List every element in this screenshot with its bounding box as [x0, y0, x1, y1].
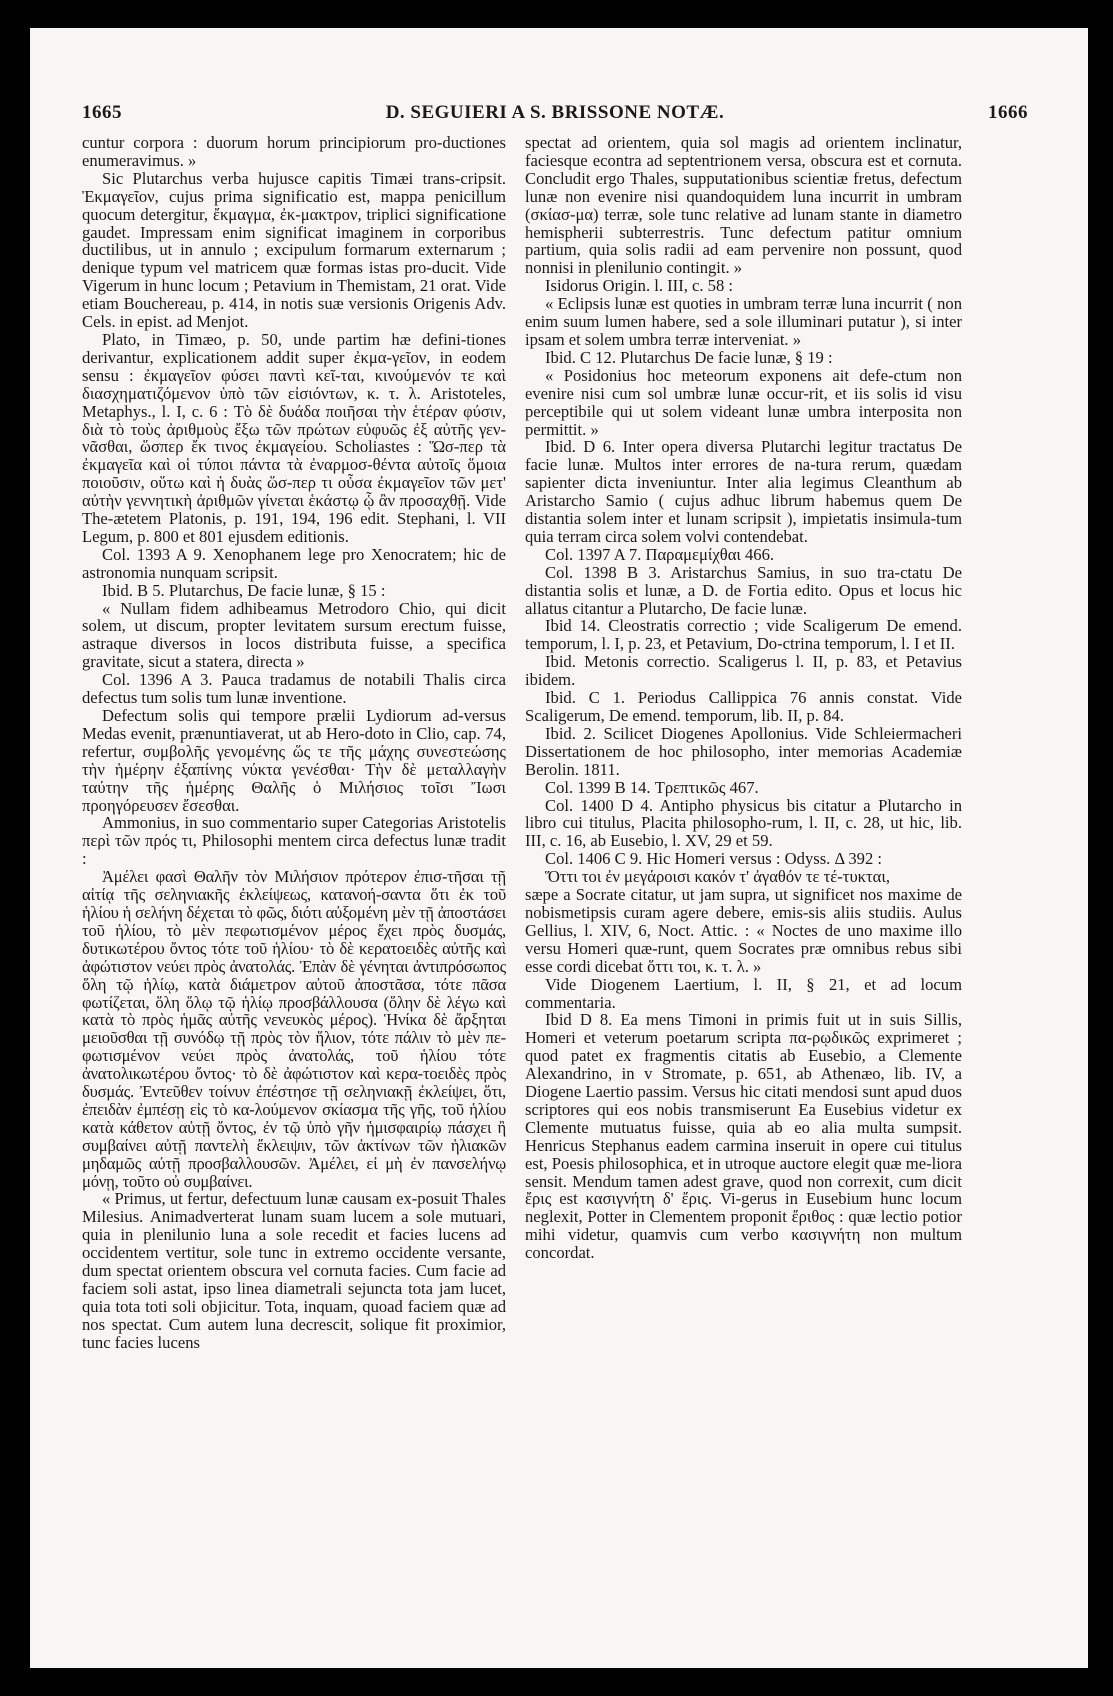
- paragraph: « Nullam fidem adhibeamus Metrodoro Chio, qui dicit solem, ut discum, propter levitatem sursum erectum fuisse, astraque diversos in locos distributa fuisse, a specifica gravitate, sicut a statera, directa »: [82, 598, 506, 672]
- running-title: D. SEGUIERI A S. BRISSONE NOTÆ.: [385, 102, 725, 123]
- running-header: [82, 102, 1028, 130]
- paragraph: Ibid 14. Cleostratis correctio ; vide Scaligerum De emend. temporum, l. I, p. 23, et Petavium, Do-ctrina temporum, l. I et II.: [525, 616, 962, 654]
- paragraph: Col. 1398 B 3. Aristarchus Samius, in suo tra-ctatu De distantia solis et lunæ, a D. de Fortia edito. Opus et locus hic allatus citantur a Plutarcho, De facie lunæ.: [525, 562, 962, 618]
- paragraph: Defectum solis qui tempore prælii Lydiorum ad-versus Medas evenit, prænuntiaverat, ut ab Hero-doto in Clio, cap. 74, refertur, συμβολῆς γενομένης ὥς τε τῆς μάχης συνεστεώσης τὴν ἡμέρην ἐξαπίνης νύκτα γενέσθαι· Τὴν δὲ μεταλλαγὴν ταύτην τῆς ἡμέρης Θαλῆς ὁ Μιλήσιος τοῖσι Ἴωσι προηγόρευσεν ἔσεσθαι.: [82, 706, 506, 815]
- left-column: [82, 134, 506, 1634]
- paragraph: Ὅττι τοι ἐν μεγάροισι κακόν τ' ἀγαθόν τε τέ-τυκται,: [545, 867, 890, 887]
- paragraph: spectat ad orientem, quia sol magis ad orientem inclinatur, faciesque econtra ad septentrionem versa, obscura est et cornuta. Concludit ergo Thales, supputationibus scientiæ fretus, defectum lunæ non evenire nisi quandoquidem luna incurrit in umbram (σκίασ-μα) terræ, sole tunc relative ad lunam stante in diametro hemispherii subterrestris. Tunc defectum patitur omnium partium, quia solis radii ad eam pervenire non possunt, quod nonnisi in plenilunio contingit. »: [525, 134, 962, 278]
- paragraph: Ibid. 2. Scilicet Diogenes Apollonius. Vide Schleiermacheri Dissertationem de hoc philosopho, inter memorias Academiæ Berolin. 1811.: [525, 723, 962, 779]
- paragraph: Col. 1400 D 4. Antipho physicus bis citatur a Plutarcho in libro cui titulus, Placita philosopho-rum, l. II, c. 28, ut hic, lib. III, c. 16, ab Eusebio, l. XV, 29 et 59.: [525, 795, 962, 851]
- paragraph: Ibid. C 12. Plutarchus De facie lunæ, § 19 :: [545, 347, 833, 367]
- page-number-left: 1665: [82, 102, 122, 123]
- paragraph: Col. 1397 A 7. Παραμεμίχθαι 466.: [545, 544, 775, 564]
- paragraph: Isidorus Origin. l. III, c. 58 :: [545, 276, 734, 296]
- paragraph: Col. 1393 A 9. Xenophanem lege pro Xenocratem; hic de astronomia nunquam scripsit.: [82, 544, 506, 582]
- paragraph: Plato, in Timæo, p. 50, unde partim hæ defini-tiones derivantur, explicationem addit super ἐκμα-γεῖον, in eodem sensu : ἐκμαγεῖον φύσει παντὶ κεῖ-ται, κινούμενόν τε καὶ διασχηματιζόμενον ὑπὸ τῶν εἰσιόντων, κ. τ. λ. Aristoteles, Metaphys., l. I, c. 6 : Τὸ δὲ δυάδα ποιῆσαι τὴν ἑτέραν φύσιν, διὰ τὸ τοὺς ἀριθμοὺς ἔξω τῶν πρώτων εὐφυῶς ἐξ αὐτῆς γεν-νᾶσθαι, ὥσπερ ἔκ τινος ἐκμαγείου. Scholiastes : Ὥσ-περ τὰ ἐκμαγεῖα καὶ οἱ τύποι πάντα τὰ ἐναρμοσ-θέντα αὐτοῖς ὅμοια ποιοῦσιν, οὕτω καὶ ἡ δυὰς ὥσ-περ τι οὖσα ἐκμαγεῖον τῶν μετ' αὐτὴν γεννητικὴ ἀριθμῶν γίνεται ἑκάστῳ ᾧ ἂν προσαχθῇ. Vide The-ætetem Platonis, p. 191, 194, 196 edit. Stephani, l. VII Legum, p. 800 et 801 ejusdem editionis.: [82, 329, 506, 546]
- book-page: [30, 28, 1088, 1668]
- paragraph: Vide Diogenem Laertium, l. II, § 21, et ad locum commentaria.: [525, 974, 962, 1012]
- paragraph: « Eclipsis lunæ est quoties in umbram terræ luna incurrit ( non enim suum lumen habere, sed a sole illuminari putatur ), si inter ipsam et solem umbra terræ interveniat. »: [525, 294, 962, 349]
- paragraph: sæpe a Socrate citatur, ut jam supra, ut significet nos maxime de nobismetipsis curam agere debere, emis-sis aliis studiis. Aulus Gellius, l. XIV, 6, Noct. Attic. : « Noctes de uno maxime illo versu Homeri quæ-runt, quem Socrates præ omnibus rebus sibi esse cordi dicebat ὅττι τοι, κ. τ. λ. »: [525, 885, 962, 976]
- greek-quotation: Ἀμέλει φασὶ Θαλῆν τὸν Μιλήσιον πρότερον ἐπισ-τῆσαι τῇ αἰτίᾳ τῆς σεληνιακῆς ἐκλείψεως, κατανοή-σαντα ὅτι ἐκ τοῦ ἡλίου ἡ σελήνη δέχεται τὸ φῶς, διότι αὐξομένη μὲν τῇ ἀποστάσει τοῦ ἡλίου, τὸ μὲν πεφωτισμένον μέρος ἔχει πρὸς δυσμάς, δυτικωτέρου ὄντος τότε τοῦ ἡλίου· τὸ δὲ κερατοειδὲς αὐτῆς καὶ ἀφώτιστον νεύει πρὸς ἀνατολάς. Ἐπὰν δὲ γένηται ἀντιπρόσωπος ὅλη τῷ ἡλίῳ, κατὰ διάμετρον αὐτοῦ ἀποστᾶσα, τότε πᾶσα φωτίζεται, ὅλη ὅλῳ τῷ ἡλίῳ προσβάλλουσα (ὅλην δὲ λέγω καὶ κατὰ τὸ πρὸς ἡμᾶς αὐτῆς νενευκὸς μέρος). Ἡνίκα δὲ ἄρξηται μειοῦσθαι τῇ συνόδῳ τῇ πρὸς τὸν ἥλιον, τότε πάλιν τὸ μὲν πε-φωτισμένον νεύει πρὸς ἀνατολάς, τοῦ ἡλίου τότε ἀνατολικωτέρου ὄντος· τὸ δὲ ἀφώτιστον καὶ κερα-τοειδὲς πρὸς δυσμάς. Ἐντεῦθεν τοίνυν ἐπέστησε τῇ σεληνιακῇ ἐκλείψει, ὅτι, ἐπειδὰν ἐμπέσῃ εἰς τὸ κα-λούμενον σκίασμα τῆς γῆς, τοῦ ἡλίου κατὰ κάθετον αὐτῇ ὄντος, ἐν τῷ ὑπὸ γῆν ἡμισφαιρίῳ πάσχει ἢ συμβαίνει αὐτῇ παντελὴ ἔκλειψιν, τῶν ἀκτίνων τῶν ἡλιακῶν μηδαμῶς αὐτῇ προσβαλλουσῶν. Ἀμέλει, εἰ μὴ ἐν πανσελήνῳ μόνῃ, τοῦτο οὐ συμβαίνει.: [82, 867, 506, 1191]
- paragraph: Ammonius, in suo commentario super Categorias Aristotelis περὶ τῶν πρός τι, Philosophi mentem circa defectus lunæ tradit :: [82, 813, 506, 869]
- paragraph: Col. 1396 A 3. Pauca tradamus de notabili Thalis circa defectus tum solis tum lunæ inventione.: [82, 670, 506, 708]
- right-column: [525, 134, 962, 1634]
- paragraph: Sic Plutarchus verba hujusce capitis Timæi trans-cripsit. Ἐκμαγεῖον, cujus prima significatio est, mappa penicillum quocum detergitur, ἔκμαγμα, ἐκ-μακτρον, triplici significatione gaudet. Impressam enim significat imaginem in corporibus ductilibus, ut in annulo ; excipulum formarum externarum ; denique typum vel matricem quæ formas istas pro-ducit. Vide Vigerum in hunc locum ; Petavium in Themistam, 21 orat. Vide etiam Bouchereau, p. 414, in notis suæ versionis Origenis Adv. Cels. in epist. ad Menjot.: [82, 168, 506, 332]
- paragraph: Col. 1406 C 9. Hic Homeri versus : Odyss. Δ 392 :: [545, 849, 883, 869]
- paragraph: Col. 1399 B 14. Τρεπτικῶς 467.: [545, 777, 759, 797]
- paragraph: Ibid. D 6. Inter opera diversa Plutarchi legitur tractatus De facie lunæ. Multos inter errores de na-tura rerum, quædam sapienter dicta inveniuntur. Inter alia legimus Cleanthum ab Aristarcho Samio ( cujus adhuc librum habemus quem De distantia solem inter et lunam scripsit ), impietatis insimula-tum quia terram circa solem volvi contendebat.: [525, 437, 962, 546]
- paragraph: cuntur corpora : duorum horum principiorum pro-ductiones enumeravimus. »: [82, 134, 506, 170]
- paragraph: « Posidonius hoc meteorum exponens ait defe-ctum non evenire nisi cum sol umbræ lunæ occur-rit, et iis solis id visu perceptibile qui ut solem videant lunæ umbra interposita non permittit. »: [525, 365, 962, 439]
- page-number-right: 1666: [988, 102, 1028, 123]
- paragraph: Ibid. Metonis correctio. Scaligerus l. II, p. 83, et Petavius ibidem.: [525, 652, 962, 690]
- paragraph: « Primus, ut fertur, defectuum lunæ causam ex-posuit Thales Milesius. Animadverterat lunam suam lucem a sole mutuari, quia in plenilunio luna a sole recedit et facies lucens ad occidentem vertitur, sole tunc in extremo occidente versante, dum spectat orientem obscura vel cornuta facies. Cum facie ad faciem soli astat, ipso linea diametrali sejuncta tota jam lucet, quia tota toti soli objicitur. Tota, inquam, quoad faciem quæ ad nos spectat. Cum autem luna decrescit, solique fit proximior, tunc facies lucens: [82, 1189, 506, 1352]
- paragraph: Ibid D 8. Ea mens Timoni in primis fuit ut in suis Sillis, Homeri et veterum poetarum scripta πα-ρῳδικῶς exprimeret ; quod patet ex fragmentis citatis ab Eusebio, a Clemente Alexandrino, in v Stromate, p. 651, ab Athenæo, lib. IV, a Diogene Laertio passim. Versus hic citati mendosi sunt apud duos scriptores qui eos nobis transmiserunt Ea Eusebius videtur ex Clemente mutuatus fuisse, quia ab eo alia multa sumpsit. Henricus Stephanus eadem carmina inseruit in opere cui titulus est, Poesis philosophica, et in utroque auctore elegit quæ me-liora sensit. Mendum tamen adest grave, quod non correxit, cum dicit ἔρις est κασιγνήτη δ' ἔρις. Vi-gerus in Eusebium hunc locum neglexit, Potter in Clementem proponit ἔριθος : quæ lectio potior mihi videtur, quamvis cum verbo κασιγνήτη non multum concordat.: [525, 1010, 962, 1263]
- paragraph: Ibid. C 1. Periodus Callippica 76 annis constat. Vide Scaligerum, De emend. temporum, lib. II, p. 84.: [525, 688, 962, 725]
- paragraph: Ibid. B 5. Plutarchus, De facie lunæ, § 15 :: [102, 580, 386, 600]
